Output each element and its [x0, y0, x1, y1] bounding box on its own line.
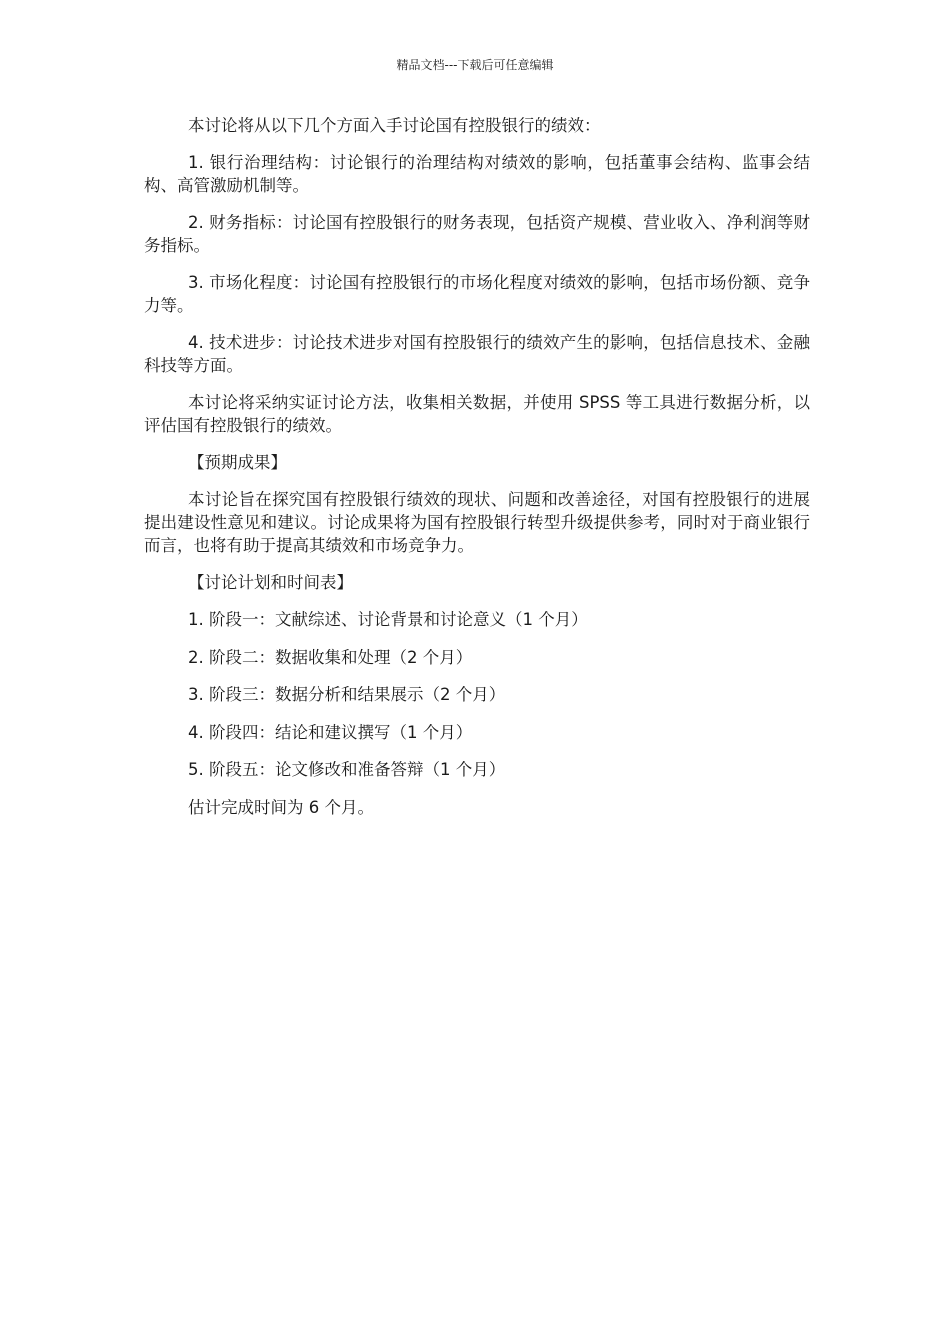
aspect-item-3: 3. 市场化程度：讨论国有控股银行的市场化程度对绩效的影响，包括市场份额、竞争力等。 [144, 273, 810, 315]
estimate-paragraph: 估计完成时间为 6 个月。 [188, 797, 374, 817]
stage-item-1: 1. 阶段一：文献综述、讨论背景和讨论意义（1 个月） [188, 610, 588, 629]
aspect-item-1: 1. 银行治理结构：讨论银行的治理结构对绩效的影响，包括董事会结构、监事会结构、高管激励机制等。 [144, 153, 810, 195]
aspect-item-4: 4. 技术进步：讨论技术进步对国有控股银行的绩效产生的影响，包括信息技术、金融科技等方面。 [144, 333, 810, 375]
stage-item-5: 5. 阶段五：论文修改和准备答辩（1 个月） [188, 760, 506, 779]
stage-item-2: 2. 阶段二：数据收集和处理（2 个月） [188, 647, 473, 667]
expected-paragraph: 本讨论旨在探究国有控股银行绩效的现状、问题和改善途径，对国有控股银行的进展提出建设性意见和建议。讨论成果将为国有控股银行转型升级提供参考，同时对于商业银行而言，也将有助于提高其绩效和市场竞争力。 [144, 490, 810, 555]
aspect-item-2: 2. 财务指标：讨论国有控股银行的财务表现，包括资产规模、营业收入、净利润等财务指标。 [144, 213, 810, 255]
document-body [144, 114, 810, 833]
plan-heading: 【讨论计划和时间表】 [188, 573, 353, 592]
intro-paragraph: 本讨论将从以下几个方面入手讨论国有控股银行的绩效： [188, 116, 601, 135]
stage-item-4: 4. 阶段四：结论和建议撰写（1 个月） [188, 722, 473, 742]
method-paragraph: 本讨论将采纳实证讨论方法，收集相关数据，并使用 SPSS 等工具进行数据分析，以评估国有控股银行的绩效。 [144, 393, 810, 435]
page-header: 精品文档---下载后可任意编辑 [396, 58, 554, 72]
stage-item-3: 3. 阶段三：数据分析和结果展示（2 个月） [188, 685, 506, 704]
expected-heading: 【预期成果】 [188, 453, 287, 472]
